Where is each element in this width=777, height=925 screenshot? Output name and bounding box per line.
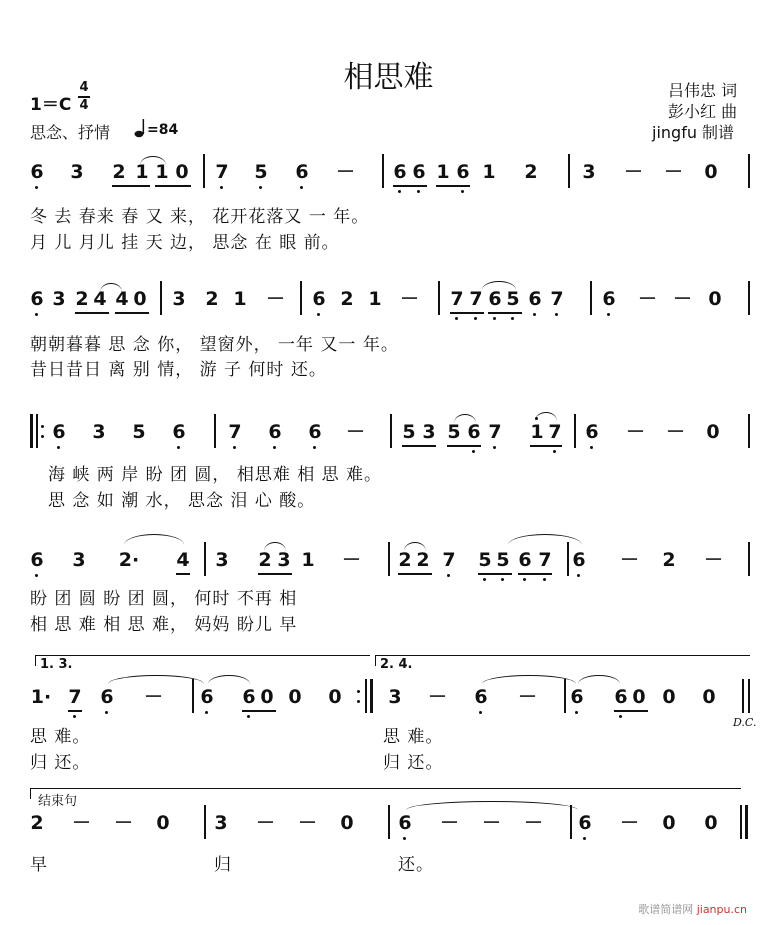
slur: [124, 534, 184, 545]
note: 6: [528, 288, 542, 310]
barline: [748, 281, 750, 315]
note: 0: [704, 161, 718, 183]
slur: [454, 414, 476, 423]
note: 6: [312, 288, 326, 310]
note: 7: [488, 421, 502, 443]
note: 2: [662, 549, 676, 571]
note: 6: [52, 421, 66, 443]
note: 1: [155, 161, 169, 183]
note: 5: [132, 421, 146, 443]
low-octave-dot: [247, 715, 250, 718]
note: 5: [478, 549, 492, 571]
watermark-text: 歌谱简谱网: [638, 903, 694, 916]
lyric-line: 思 念 如 潮 水， 思念 泪 心 酸。: [48, 491, 316, 511]
note: 2: [112, 161, 126, 183]
score-line-5: [0, 685, 777, 725]
note: 7: [550, 288, 564, 310]
note: －: [624, 161, 644, 183]
low-octave-dot: [300, 186, 303, 189]
composer-credit: 彭小红 曲: [668, 102, 738, 121]
note: 5: [402, 421, 416, 443]
note: 6: [602, 288, 616, 310]
barline: [742, 679, 744, 713]
score-line-1: [0, 160, 777, 200]
note: 6: [572, 549, 586, 571]
note: 6: [30, 288, 44, 310]
eighth-underline: [478, 573, 512, 575]
barline: [590, 281, 592, 315]
eighth-underline: [112, 185, 150, 187]
note: 3: [215, 549, 229, 571]
note: 6: [518, 549, 532, 571]
note: －: [400, 288, 420, 310]
low-octave-dot: [523, 578, 526, 581]
lyric-line: 相 思 难 相 思 难， 妈妈 盼儿 早: [30, 615, 298, 635]
lyric-line: 朝朝暮暮 思 念 你， 望窗外， 一年 又一 年。: [30, 335, 399, 355]
note: －: [342, 549, 362, 571]
ending-label: 结束句: [38, 794, 78, 809]
eighth-underline: [75, 312, 109, 314]
repeat-dot: [41, 425, 44, 428]
eighth-underline: [155, 185, 191, 187]
low-octave-dot: [555, 313, 558, 316]
tie: [482, 675, 576, 684]
eighth-underline: [614, 710, 648, 712]
note: －: [626, 421, 646, 443]
low-octave-dot: [577, 574, 580, 577]
barline: [568, 154, 570, 188]
note: 0: [632, 686, 646, 708]
note: 3: [72, 549, 86, 571]
note: －: [144, 686, 164, 708]
lyric-line: 还。: [398, 855, 434, 875]
time-signature-bottom: 4: [79, 98, 89, 113]
note: 1: [368, 288, 382, 310]
slur: [482, 281, 516, 290]
barline: [574, 414, 576, 448]
repeat-start-barline: [30, 414, 33, 448]
note: 1: [436, 161, 450, 183]
note: 6: [585, 421, 599, 443]
low-octave-dot: [479, 711, 482, 714]
song-title: 相思难: [343, 60, 434, 95]
watermark: [638, 901, 747, 917]
note: 6: [467, 421, 481, 443]
low-octave-dot: [403, 837, 406, 840]
note: －: [518, 686, 538, 708]
low-octave-dot: [205, 711, 208, 714]
low-octave-dot: [619, 715, 622, 718]
note: 7: [469, 288, 483, 310]
note: 0: [260, 686, 274, 708]
note: －: [482, 812, 502, 834]
low-octave-dot: [511, 317, 514, 320]
note: 6: [456, 161, 470, 183]
eighth-underline: [393, 185, 427, 187]
barline: [748, 679, 750, 713]
barline: [160, 281, 162, 315]
low-octave-dot: [35, 574, 38, 577]
eighth-underline: [530, 445, 562, 447]
note: －: [346, 421, 366, 443]
low-octave-dot: [533, 313, 536, 316]
note: －: [72, 812, 92, 834]
barline: [740, 805, 742, 839]
key-signature: 1＝C: [30, 95, 72, 115]
eighth-underline: [176, 573, 190, 575]
barline: [36, 414, 38, 448]
note: 3: [52, 288, 66, 310]
note: 1: [135, 161, 149, 183]
low-octave-dot: [35, 313, 38, 316]
note: 1: [530, 421, 544, 443]
barline: [300, 281, 302, 315]
lyric-line: 早: [30, 855, 48, 875]
note: 6: [308, 421, 322, 443]
barline: [438, 281, 440, 315]
tie: [406, 801, 578, 810]
barline: [564, 679, 566, 713]
low-octave-dot: [220, 186, 223, 189]
da-capo-marking: D.C.: [733, 716, 757, 729]
note: 0: [706, 421, 720, 443]
low-octave-dot: [35, 186, 38, 189]
lyric-line: 月 儿 月儿 挂 天 边， 思念 在 眼 前。: [30, 233, 340, 253]
note: 0: [662, 812, 676, 834]
note: 2: [258, 549, 272, 571]
score-line-3: [0, 420, 777, 460]
tie: [208, 675, 250, 684]
note: －: [704, 549, 724, 571]
note: 2: [30, 812, 44, 834]
lyric-line: 归 还。: [30, 753, 91, 773]
score-line-6: [0, 811, 777, 851]
note: 2: [205, 288, 219, 310]
note: 0: [708, 288, 722, 310]
tie: [108, 675, 204, 684]
note: 7: [450, 288, 464, 310]
eighth-underline: [450, 312, 484, 314]
note: 3: [582, 161, 596, 183]
low-octave-dot: [73, 715, 76, 718]
volta-bracket-1: [35, 655, 370, 666]
eighth-underline: [402, 445, 436, 447]
note: 7: [228, 421, 242, 443]
barline: [365, 679, 367, 713]
note: 2: [416, 549, 430, 571]
note: －: [638, 288, 658, 310]
note: 5: [496, 549, 510, 571]
barline: [192, 679, 194, 713]
barline: [570, 805, 572, 839]
score-line-2: [0, 287, 777, 327]
note: 2: [398, 549, 412, 571]
note: 7: [215, 161, 229, 183]
note: 3: [277, 549, 291, 571]
barline: [204, 542, 206, 576]
barline: [390, 414, 392, 448]
note: 1: [233, 288, 247, 310]
note: 6: [268, 421, 282, 443]
low-octave-dot: [259, 186, 262, 189]
slur: [404, 542, 426, 551]
barline: [748, 414, 750, 448]
eighth-underline: [258, 573, 292, 575]
repeat-dot: [357, 690, 360, 693]
arranger-credit: jingfu 制谱: [652, 123, 735, 142]
low-octave-dot: [105, 711, 108, 714]
note: －: [620, 812, 640, 834]
note: 0: [175, 161, 189, 183]
low-octave-dot: [483, 578, 486, 581]
note: 7: [548, 421, 562, 443]
slur: [264, 542, 286, 551]
note: 2: [75, 288, 89, 310]
barline: [748, 154, 750, 188]
low-octave-dot: [543, 578, 546, 581]
low-octave-dot: [447, 574, 450, 577]
volta-label-1: 1. 3.: [40, 657, 73, 672]
volta-label-2: 2. 4.: [380, 657, 413, 672]
barline: [567, 542, 569, 576]
lyric-line: 冬 去 春来 春 又 来， 花开花落又 一 年。: [30, 207, 370, 227]
barline: [214, 414, 216, 448]
note: －: [428, 686, 448, 708]
note: 0: [662, 686, 676, 708]
low-octave-dot: [461, 190, 464, 193]
note: 2: [340, 288, 354, 310]
eighth-underline: [68, 710, 82, 712]
watermark-url: jianpu.cn: [696, 903, 747, 916]
slur: [508, 534, 582, 545]
note: 3: [422, 421, 436, 443]
note: 0: [340, 812, 354, 834]
lyric-line: 思 难。: [30, 727, 91, 747]
low-octave-dot: [607, 313, 610, 316]
lyric-line: 昔日昔日 离 别 情， 游 子 何时 还。: [30, 360, 327, 380]
note: 1: [301, 549, 315, 571]
low-octave-dot: [590, 446, 593, 449]
note: －: [298, 812, 318, 834]
note: －: [524, 812, 544, 834]
note: 6: [30, 161, 44, 183]
note: 0: [156, 812, 170, 834]
low-octave-dot: [317, 313, 320, 316]
note: 5: [254, 161, 268, 183]
eighth-underline: [488, 312, 522, 314]
note: －: [664, 161, 684, 183]
note: 4: [93, 288, 107, 310]
note: －: [440, 812, 460, 834]
low-octave-dot: [177, 446, 180, 449]
note: 6: [398, 812, 412, 834]
barline: [204, 805, 206, 839]
lyric-line: 思 难。: [383, 727, 444, 747]
ending-bracket: [30, 788, 741, 799]
barline: [203, 154, 205, 188]
low-octave-dot: [273, 446, 276, 449]
low-octave-dot: [313, 446, 316, 449]
note: 7: [442, 549, 456, 571]
note: 5: [506, 288, 520, 310]
low-octave-dot: [455, 317, 458, 320]
note: 3: [70, 161, 84, 183]
low-octave-dot: [398, 190, 401, 193]
repeat-end-barline: [370, 679, 373, 713]
quarter-note-icon: [134, 118, 146, 142]
note: 6: [242, 686, 256, 708]
lyric-line: 归 还。: [383, 753, 444, 773]
slur: [535, 412, 557, 421]
low-octave-dot: [474, 317, 477, 320]
lyric-line: 归: [214, 855, 232, 875]
eighth-underline: [447, 445, 481, 447]
note: 0: [704, 812, 718, 834]
mood-marking: 思念、抒情: [30, 123, 111, 142]
note: 2: [524, 161, 538, 183]
note: 6: [30, 549, 44, 571]
note: 4: [115, 288, 129, 310]
low-octave-dot: [575, 711, 578, 714]
low-octave-dot: [493, 446, 496, 449]
score-line-4: [0, 548, 777, 588]
low-octave-dot: [493, 317, 496, 320]
low-octave-dot: [233, 446, 236, 449]
low-octave-dot: [57, 446, 60, 449]
tempo-value: =84: [147, 122, 179, 138]
note: －: [256, 812, 276, 834]
note: 6: [570, 686, 584, 708]
note: 6: [295, 161, 309, 183]
note: 1·: [30, 686, 52, 708]
note: 6: [412, 161, 426, 183]
slur: [140, 156, 166, 165]
note: 6: [474, 686, 488, 708]
note: 6: [200, 686, 214, 708]
lyric-line: 海 峡 两 岸 盼 团 圆， 相思难 相 思 难。: [48, 465, 383, 485]
eighth-underline: [115, 312, 149, 314]
note: 0: [702, 686, 716, 708]
barline: [388, 805, 390, 839]
note: －: [666, 421, 686, 443]
note: 1: [482, 161, 496, 183]
note: 6: [614, 686, 628, 708]
eighth-underline: [242, 710, 276, 712]
barline: [748, 542, 750, 576]
time-signature-top: 4: [79, 80, 89, 95]
final-barline: [745, 805, 748, 839]
note: 3: [388, 686, 402, 708]
repeat-dot: [357, 700, 360, 703]
note: 3: [214, 812, 228, 834]
volta-bracket-2: [375, 655, 750, 666]
note: 0: [133, 288, 147, 310]
note: －: [336, 161, 356, 183]
note: 2·: [118, 549, 140, 571]
note: 0: [288, 686, 302, 708]
note: 7: [68, 686, 82, 708]
note: －: [673, 288, 693, 310]
note: 6: [578, 812, 592, 834]
lyric-line: 盼 团 圆 盼 团 圆， 何时 不再 相: [30, 589, 298, 609]
note: 6: [172, 421, 186, 443]
low-octave-dot: [417, 190, 420, 193]
low-octave-dot: [583, 837, 586, 840]
note: 6: [393, 161, 407, 183]
barline: [382, 154, 384, 188]
low-octave-dot: [501, 578, 504, 581]
eighth-underline: [436, 185, 470, 187]
tie: [578, 675, 620, 684]
note: －: [114, 812, 134, 834]
note: －: [266, 288, 286, 310]
note: 0: [328, 686, 342, 708]
slur: [100, 283, 122, 292]
repeat-dot: [41, 435, 44, 438]
note: 5: [447, 421, 461, 443]
lyricist-credit: 吕伟忠 词: [668, 81, 738, 100]
note: 3: [172, 288, 186, 310]
eighth-underline: [518, 573, 552, 575]
note: －: [620, 549, 640, 571]
note: 6: [488, 288, 502, 310]
note: 3: [92, 421, 106, 443]
barline: [388, 542, 390, 576]
low-octave-dot: [472, 450, 475, 453]
note: 4: [176, 549, 190, 571]
eighth-underline: [398, 573, 432, 575]
note: 6: [100, 686, 114, 708]
note: 7: [538, 549, 552, 571]
low-octave-dot: [553, 450, 556, 453]
